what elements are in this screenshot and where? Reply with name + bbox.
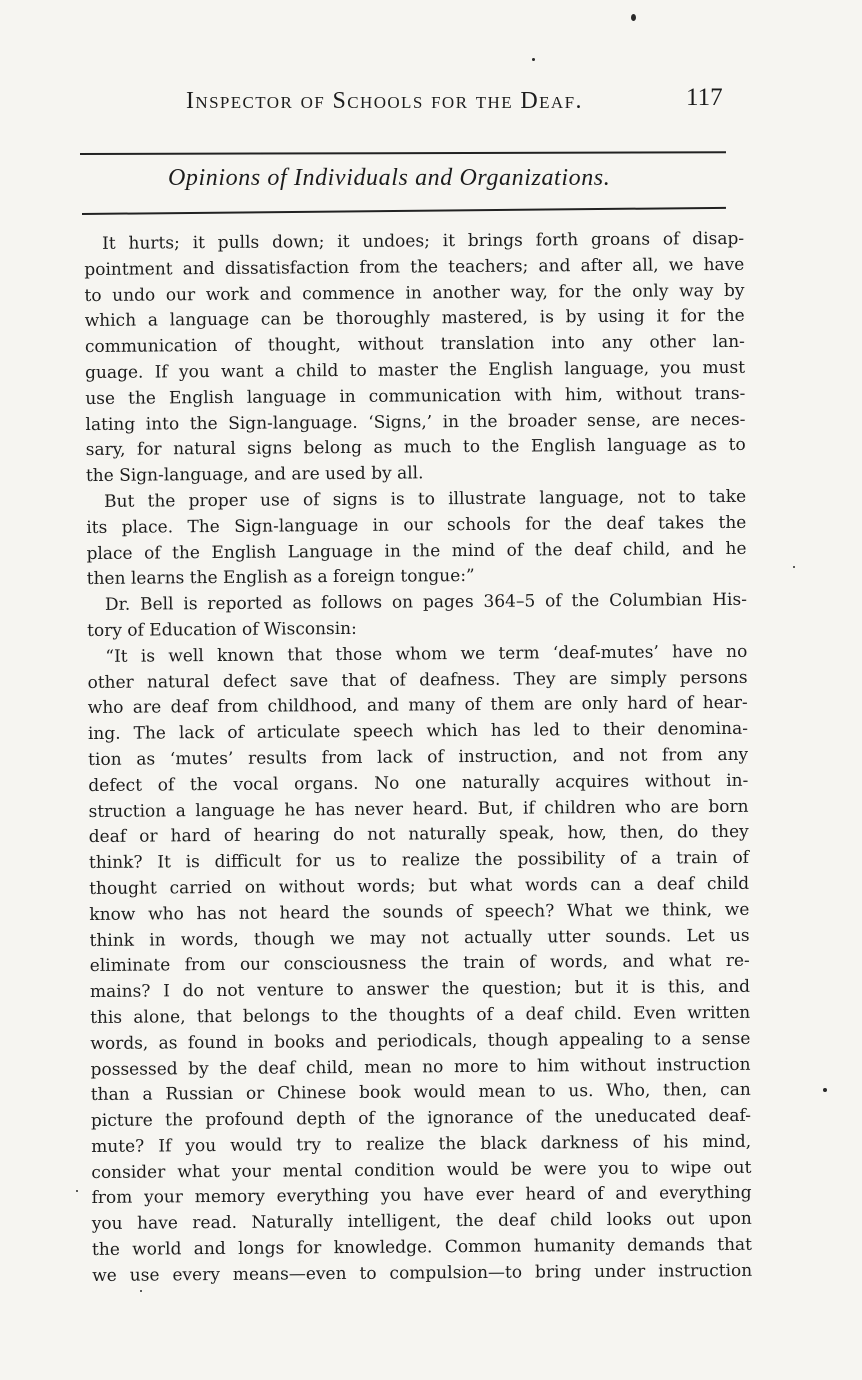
text-line: guage. If you want a child to master the English language, you must [85,357,746,383]
text-line: than a Russian or Chinese book would mean to us. Who, then, can [90,1080,751,1106]
text-line: words, as found in books and periodicals, though appealing to a sense [90,1028,751,1054]
scan-speck [631,14,636,21]
scan-speck [823,1088,827,1092]
text-line: place of the English Language in the mind of the deaf child, and he [86,538,747,564]
text-line: deaf or hard of hearing do not naturally speak, how, then, do they [88,822,749,848]
text-line: mute? If you would try to realize the black darkness of his mind, [91,1131,752,1157]
text-line: then learns the English as a foreign tongue:” [86,566,475,590]
text-line: tory of Education of Wisconsin: [87,618,357,641]
text-line: mains? I do not venture to answer the question; but it is this, and [89,976,751,1003]
text-line: think in words, though we may not actually utter sounds. Let us [89,925,750,951]
section-title: Opinions of Individuals and Organizations. [168,165,611,191]
text-line: picture the profound depth of the ignorance of the uneducated deaf- [90,1105,752,1132]
text-line: tion as ‘mutes’ results from lack of instruction, and not from any [88,744,749,770]
scan-speck [76,1190,78,1192]
text-line: It hurts; it pulls down; it undoes; it brings forth groans of disap- [102,228,745,254]
text-line: the world and longs for knowledge. Common humanity demands that [91,1234,753,1261]
text-line: “It is well known that those whom we term ‘deaf-mutes’ have no [105,641,748,667]
header-rule-top [80,151,726,155]
scan-speck [532,58,535,61]
header-rule-bottom [82,207,726,215]
body-text [84,227,752,1290]
text-line: who are deaf from childhood, and many of them are only hard of hear- [87,693,748,719]
text-line: defect of the vocal organs. No one naturally acquires without in- [88,770,749,796]
scan-speck [793,566,795,568]
text-line: think? It is difficult for us to realize the possibility of a train of [88,847,750,874]
text-line: other natural defect save that of deafness. They are simply persons [87,667,748,693]
text-line: lating into the Sign-language. ‘Signs,’ in the broader sense, are neces- [85,409,746,435]
text-line: Dr. Bell is reported as follows on pages 364–5 of the Columbian His- [104,589,747,616]
text-line: which a language can be thoroughly mastered, is by using it for the [84,306,745,332]
running-head-title: Inspector of Schools for the Deaf. [186,88,583,114]
text-line: you have read. Naturally intelligent, the deaf child looks out upon [91,1209,752,1235]
text-line: this alone, that belongs to the thoughts of a deaf child. Even written [90,1002,751,1028]
text-line: thought carried on without words; but what words can a deaf child [89,873,750,899]
text-line: But the proper use of signs is to illustrate language, not to take [104,486,747,512]
text-line: the Sign-language, and are used by all. [85,463,424,487]
text-line: we use every means—even to compulsion—to bring under instruction [92,1260,753,1286]
page-number: 117 [686,84,723,111]
text-line: communication of thought, without translation into any other lan- [84,332,745,358]
text-line: to undo our work and commence in another way, for the only way by [84,280,745,306]
text-line: possessed by the deaf child, mean no more to him without instruction [90,1054,751,1080]
text-line: pointment and dissatisfaction from the teachers; and after all, we have [84,254,745,280]
scan-speck [140,1290,142,1292]
text-line: ing. The lack of articulate speech which has led to their denomina- [87,718,749,745]
text-line: eliminate from our consciousness the train of words, and what re- [89,951,750,977]
text-line: use the English language in communication with him, without trans- [85,383,746,409]
text-line: from your memory everything you have ever heard of and everything [91,1183,752,1209]
text-line: consider what your mental condition would be were you to wipe out [91,1157,752,1183]
text-line: know who has not heard the sounds of speech? What we think, we [89,899,750,925]
text-line: sary, for natural signs belong as much to the English language as to [85,435,746,461]
text-line: its place. The Sign-language in our schools for the deaf takes the [86,512,747,538]
text-line: struction a language he has never heard. But, if children who are born [88,796,749,822]
